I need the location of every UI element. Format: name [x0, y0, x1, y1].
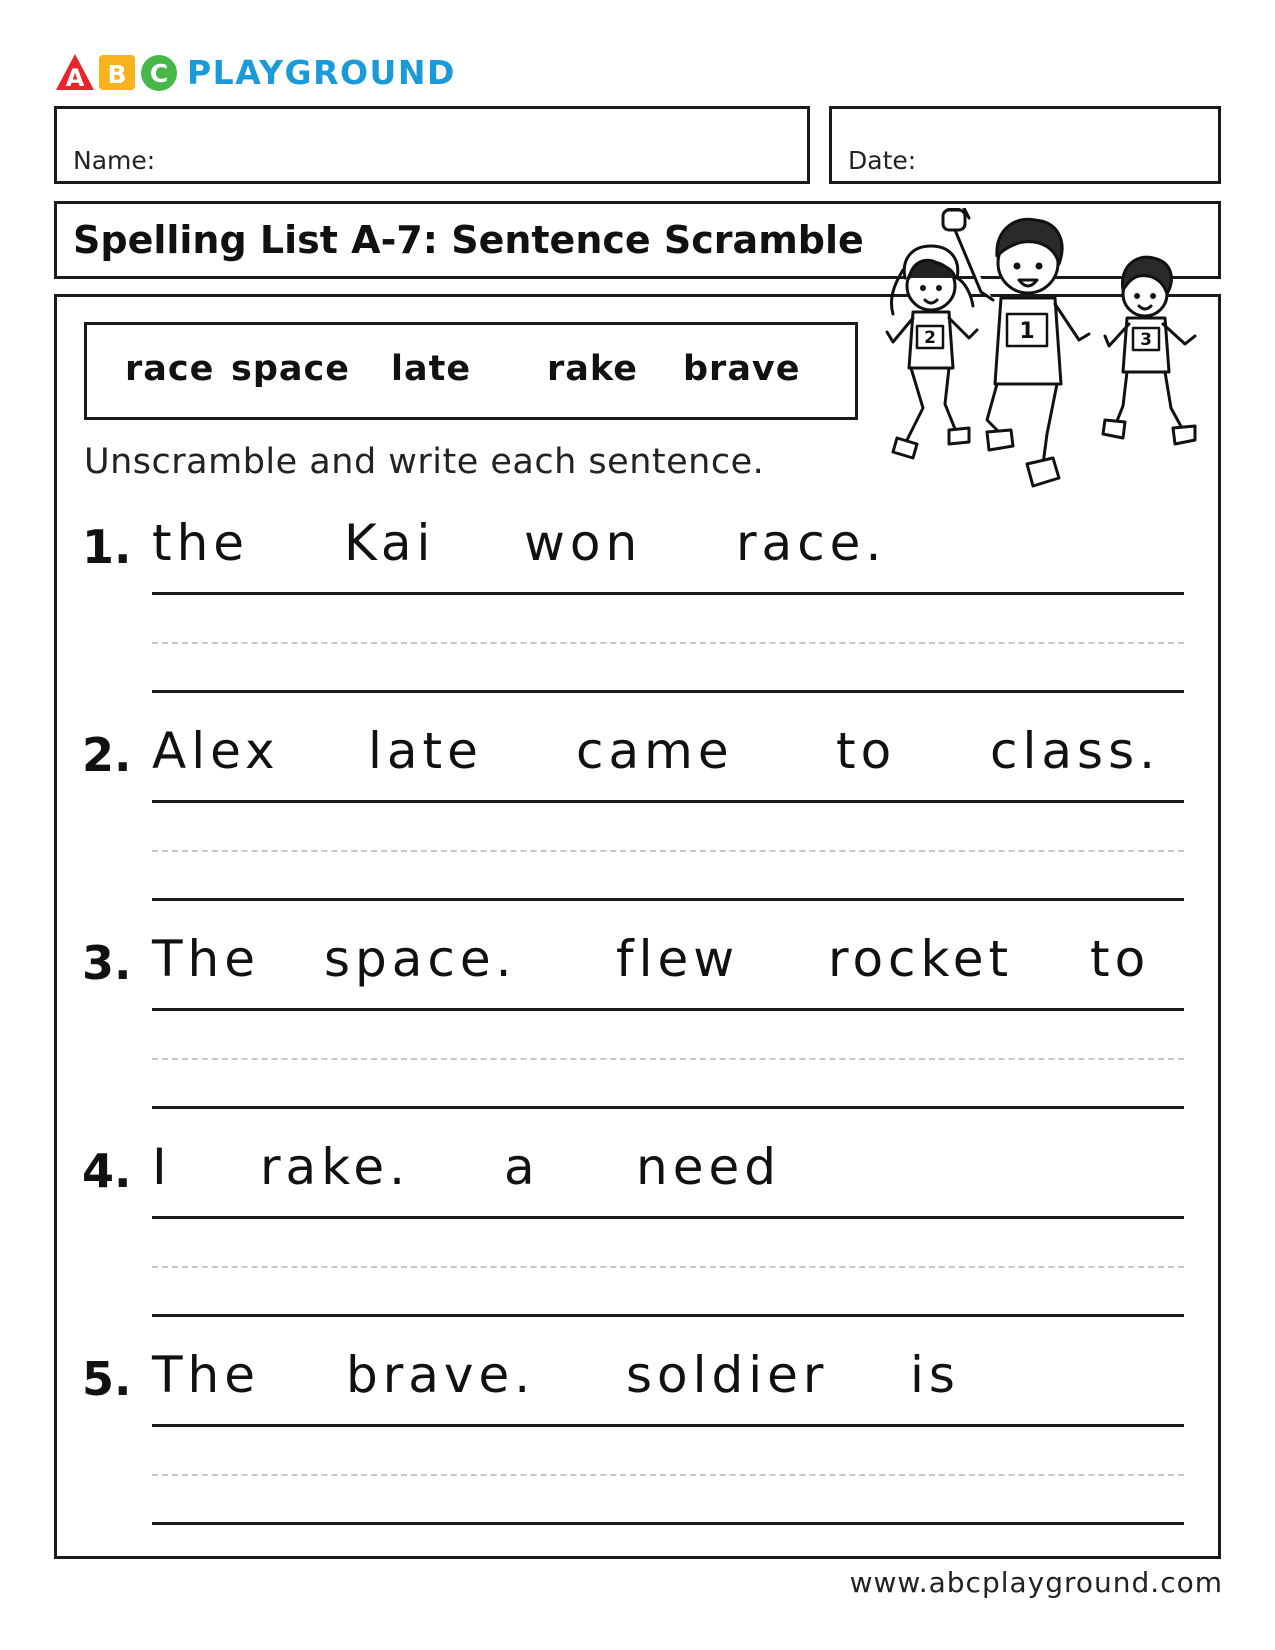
name-field[interactable] [54, 106, 810, 184]
scrambled-word: rake. [260, 1138, 411, 1196]
scrambled-word: Alex [152, 722, 280, 780]
writing-line-bottom [152, 1106, 1184, 1109]
bib-number-1: 1 [1019, 319, 1035, 344]
writing-line-mid [152, 1058, 1184, 1060]
logo-letter-a: A [65, 64, 85, 92]
word-bank-word: space [231, 349, 350, 389]
runner-2 [887, 246, 977, 458]
writing-line-top[interactable] [152, 1216, 1184, 1219]
scrambled-word: need [636, 1138, 781, 1196]
writing-line-bottom [152, 1522, 1184, 1525]
scrambled-word: to [836, 722, 897, 780]
date-label: Date: [848, 146, 917, 175]
writing-line-top[interactable] [152, 800, 1184, 803]
bib-number-3: 3 [1140, 330, 1152, 350]
word-bank [84, 322, 858, 420]
scrambled-word: the [152, 514, 250, 572]
scrambled-word: space. [324, 930, 517, 988]
word-bank-word: brave [683, 349, 801, 389]
runner-1 [943, 208, 1089, 486]
logo-letter-c: C [149, 59, 169, 88]
writing-line-bottom [152, 690, 1184, 693]
word-bank-word: race [125, 349, 215, 389]
writing-line-mid [152, 1474, 1184, 1476]
running-kids-illustration [883, 208, 1203, 508]
scrambled-word: class. [990, 722, 1161, 780]
item-number: 4. [82, 1144, 132, 1198]
scrambled-word: to [1090, 930, 1151, 988]
scrambled-word: won [524, 514, 643, 572]
scrambled-word: soldier [626, 1346, 829, 1404]
scrambled-word: rocket [828, 930, 1014, 988]
item-number: 1. [82, 520, 132, 574]
date-field[interactable] [829, 106, 1221, 184]
writing-line-top[interactable] [152, 592, 1184, 595]
scrambled-word: The [152, 1346, 260, 1404]
item-number: 3. [82, 936, 132, 990]
abc-playground-logo [55, 52, 456, 92]
scrambled-word: I [152, 1138, 172, 1196]
scrambled-word: late [368, 722, 483, 780]
item-number: 5. [82, 1352, 132, 1406]
brand-name: PLAYGROUND [187, 52, 456, 92]
scrambled-word: flew [616, 930, 740, 988]
scrambled-word: is [910, 1346, 960, 1404]
bib-number-2: 2 [924, 328, 936, 348]
word-bank-word: rake [547, 349, 638, 389]
writing-line-top[interactable] [152, 1424, 1184, 1427]
scrambled-word: a [504, 1138, 540, 1196]
writing-line-bottom [152, 1314, 1184, 1317]
scrambled-word: brave. [346, 1346, 536, 1404]
abc-blocks-icon [55, 52, 181, 92]
writing-line-mid [152, 850, 1184, 852]
writing-line-bottom [152, 898, 1184, 901]
scrambled-word: Kai [344, 514, 436, 572]
writing-line-top[interactable] [152, 1008, 1184, 1011]
name-label: Name: [73, 146, 156, 175]
worksheet-title: Spelling List A-7: Sentence Scramble [73, 218, 864, 262]
logo-letter-b: B [107, 60, 127, 89]
scrambled-word: came [576, 722, 734, 780]
item-number: 2. [82, 728, 132, 782]
writing-line-mid [152, 642, 1184, 644]
scrambled-word: race. [736, 514, 887, 572]
instructions: Unscramble and write each sentence. [84, 442, 765, 482]
footer-url[interactable]: www.abcplayground.com [849, 1566, 1223, 1599]
writing-line-mid [152, 1266, 1184, 1268]
scrambled-word: The [152, 930, 260, 988]
word-bank-word: late [391, 349, 472, 389]
runner-3 [1103, 257, 1195, 444]
